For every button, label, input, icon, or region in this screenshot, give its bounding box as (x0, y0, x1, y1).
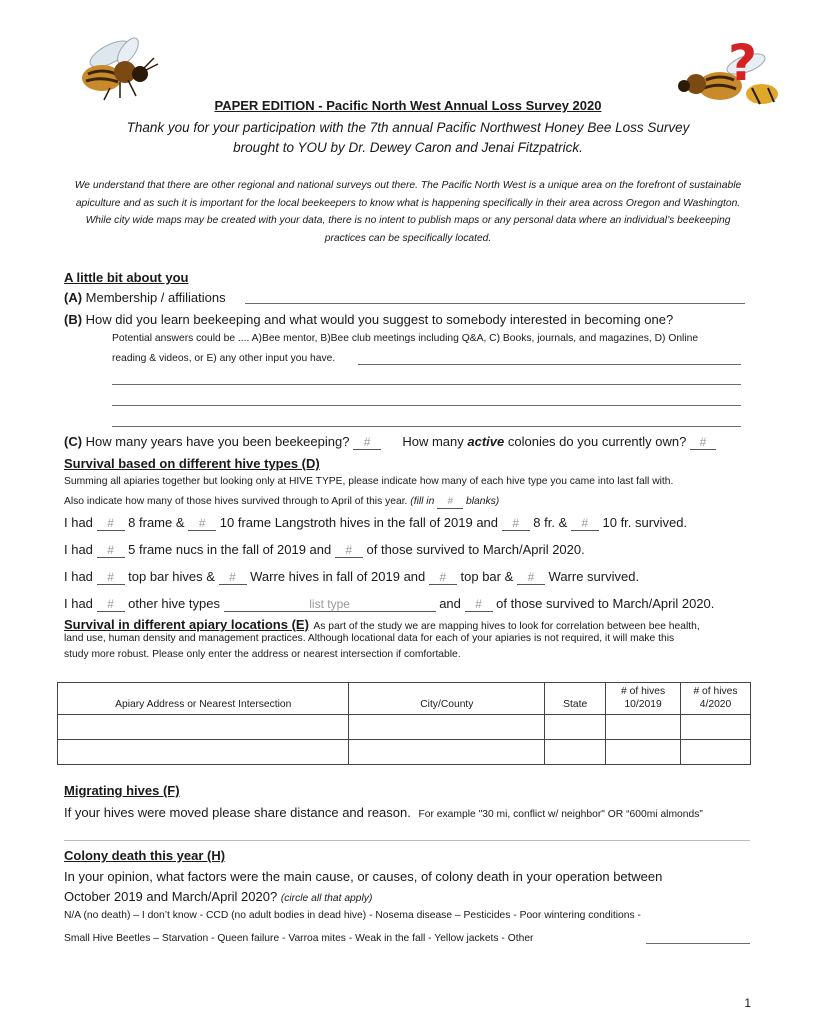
cell-hives2020-1[interactable] (681, 715, 751, 740)
question-a (64, 290, 226, 305)
colony-death-options-1[interactable]: N/A (no death) – I don’t know - CCD (no adult bodies in dead hive) - Nosema disease – Pesticides - Poor wintering conditions - (64, 910, 641, 921)
table-row (58, 740, 751, 765)
blank-warre-fall[interactable]: # (219, 571, 247, 585)
row-text: 8 frame & (128, 515, 185, 530)
row-text: of those survived to March/April 2020. (496, 596, 715, 611)
blank-other-fall[interactable]: # (97, 598, 125, 612)
colony-death-note: (circle all that apply) (280, 893, 373, 904)
col-hives-2019: # of hives 10/2019 (606, 683, 681, 715)
section-heading-migrating: Migrating hives (F) (64, 783, 180, 798)
col-state: State (545, 683, 606, 715)
question-c-text-2-pre: How many (402, 434, 468, 449)
row-text: of those survived to March/April 2020. (366, 542, 585, 557)
learn-answer-line-1[interactable] (358, 364, 741, 365)
colony-death-question-2-line (64, 889, 372, 904)
row-text: other hive types (128, 596, 220, 611)
cell-state-1[interactable] (545, 715, 606, 740)
cell-city-2[interactable] (349, 740, 545, 765)
apiary-table (57, 682, 751, 765)
question-a-text: Membership / affiliations (85, 290, 226, 305)
question-c-text: How many years have you been beekeeping? (85, 434, 350, 449)
question-b-label: (B) (64, 312, 83, 327)
survival-note-2-italic-post: blanks) (463, 496, 500, 507)
bee-icon (70, 34, 162, 102)
row-text: I had (64, 515, 93, 530)
apiary-note-inline: As part of the study we are mapping hives to look for correlation between bee health, (313, 621, 700, 632)
hive-row-topbar-warre (64, 569, 639, 585)
cell-state-2[interactable] (545, 740, 606, 765)
section-heading-about: A little bit about you (64, 270, 189, 285)
cell-address-2[interactable] (58, 740, 349, 765)
learn-answer-line-2[interactable] (112, 384, 741, 385)
years-beekeeping-blank[interactable]: # (353, 436, 381, 450)
survival-note-1: Summing all apiaries together but looking only at HIVE TYPE, please indicate how many of each hive type you came into last fall with. (64, 476, 674, 487)
row-text: 10 fr. survived. (602, 515, 688, 530)
colony-death-question-2: October 2019 and March/April 2020? (64, 889, 278, 904)
apiary-note-3: study more robust. Please only enter the address or nearest intersection if comfortable. (64, 649, 461, 660)
survival-note-2 (64, 495, 499, 509)
thanks-line-2: brought to YOU by Dr. Dewey Caron and Jenai Fitzpatrick. (233, 140, 583, 155)
apiary-note-2: land use, human density and management practices. Although locational data for each of your apiaries is not required, it will make this (64, 633, 675, 644)
cell-address-1[interactable] (58, 715, 349, 740)
row-text: I had (64, 596, 93, 611)
row-text: 10 frame Langstroth hives in the fall of 2019 and (219, 515, 499, 530)
question-b-hint-1: Potential answers could be .... A)Bee mentor, B)Bee club meetings including Q&A, C) Books, journals, and magazines, D) Online (112, 333, 699, 344)
section-heading-colony-death: Colony death this year (H) (64, 848, 226, 863)
apiary-heading-line (64, 616, 700, 634)
colony-death-question-1: In your opinion, what factors were the main cause, or causes, of colony death in your operation between (64, 869, 663, 884)
question-b-text: How did you learn beekeeping and what would you suggest to somebody interested in becoming one? (85, 312, 674, 327)
blank-10-frame-survived[interactable]: # (571, 517, 599, 531)
blank-warre-survived[interactable]: # (517, 571, 545, 585)
survival-note-2-text: Also indicate how many of those hives survived through to April of this year. (64, 496, 411, 507)
cell-city-1[interactable] (349, 715, 545, 740)
row-text: 8 fr. & (533, 515, 568, 530)
row-text: I had (64, 569, 93, 584)
question-c (64, 434, 716, 450)
row-text: Warre survived. (548, 569, 640, 584)
migrating-example: For example "30 mi, conflict w/ neighbor" OR “600mi almonds” (418, 809, 703, 820)
page-number: 1 (744, 996, 751, 1010)
list-type-field[interactable]: list type (224, 598, 436, 612)
question-b (64, 312, 673, 327)
col-hives-2020: # of hives 4/2020 (681, 683, 751, 715)
row-text: top bar & (460, 569, 514, 584)
svg-text:?: ? (728, 34, 758, 92)
blank-nucs-survived[interactable]: # (335, 544, 363, 558)
migrating-answer-line[interactable] (64, 840, 750, 841)
row-text: I had (64, 542, 93, 557)
migrating-question-line (64, 805, 703, 820)
active-colonies-blank[interactable]: # (690, 436, 716, 450)
blank-other-survived[interactable]: # (465, 598, 493, 612)
hive-row-langstroth (64, 515, 687, 531)
cell-hives2019-2[interactable] (606, 740, 681, 765)
apiary-table-header (58, 683, 751, 715)
row-text: 5 frame nucs in the fall of 2019 and (128, 542, 332, 557)
col-apiary-address: Apiary Address or Nearest Intersection (58, 683, 349, 715)
question-a-label: (A) (64, 290, 83, 305)
other-cause-line[interactable] (646, 943, 750, 944)
col-city-county: City/County (349, 683, 545, 715)
row-text: Warre hives in fall of 2019 and (250, 569, 426, 584)
example-blank: # (437, 495, 463, 509)
learn-answer-line-4[interactable] (112, 426, 741, 427)
migrating-question: If your hives were moved please share distance and reason. (64, 805, 411, 820)
blank-8-frame-survived[interactable]: # (502, 517, 530, 531)
blank-topbar-fall[interactable]: # (97, 571, 125, 585)
cell-hives2019-1[interactable] (606, 715, 681, 740)
survival-note-2-italic-pre: (fill in (410, 496, 438, 507)
row-text: and (439, 596, 461, 611)
blank-nucs-fall[interactable]: # (97, 544, 125, 558)
row-text: top bar hives & (128, 569, 215, 584)
question-c-text-2-post: colonies do you currently own? (504, 434, 687, 449)
membership-answer-line[interactable] (245, 303, 745, 304)
question-c-label: (C) (64, 434, 83, 449)
blank-10-frame-fall[interactable]: # (188, 517, 216, 531)
survey-title: PAPER EDITION - Pacific North West Annual Loss Survey 2020 (214, 98, 602, 113)
intro-paragraph: We understand that there are other regional and national surveys out there. The Pacific North West is a unique area on the forefront of sustainable apiculture and as such it is important for the local beekeepers to know what is happening specifically in their area across Oregon and Washington. While city wide maps may be created with your data, there is no intent to publish maps or any personal data where an individual’s beekeeping practices can be specifically located. (74, 180, 742, 244)
question-c-emphasis: active (467, 434, 505, 449)
question-b-hint-2: reading & videos, or E) any other input you have. (112, 353, 336, 364)
hive-row-nucs (64, 542, 585, 558)
cell-hives2020-2[interactable] (681, 740, 751, 765)
blank-topbar-survived[interactable]: # (429, 571, 457, 585)
section-heading-apiary: Survival in different apiary locations (E) (64, 617, 309, 632)
section-heading-survival: Survival based on different hive types (D) (64, 456, 320, 471)
learn-answer-line-3[interactable] (112, 405, 741, 406)
thanks-line-1: Thank you for your participation with the 7th annual Pacific Northwest Honey Bee Loss Survey (126, 120, 690, 135)
colony-death-options-2[interactable]: Small Hive Beetles – Starvation - Queen failure - Varroa mites - Weak in the fall - Yellow jackets - Other (64, 933, 534, 944)
table-row (58, 715, 751, 740)
hive-row-other (64, 596, 714, 612)
blank-8-frame-fall[interactable]: # (97, 517, 125, 531)
